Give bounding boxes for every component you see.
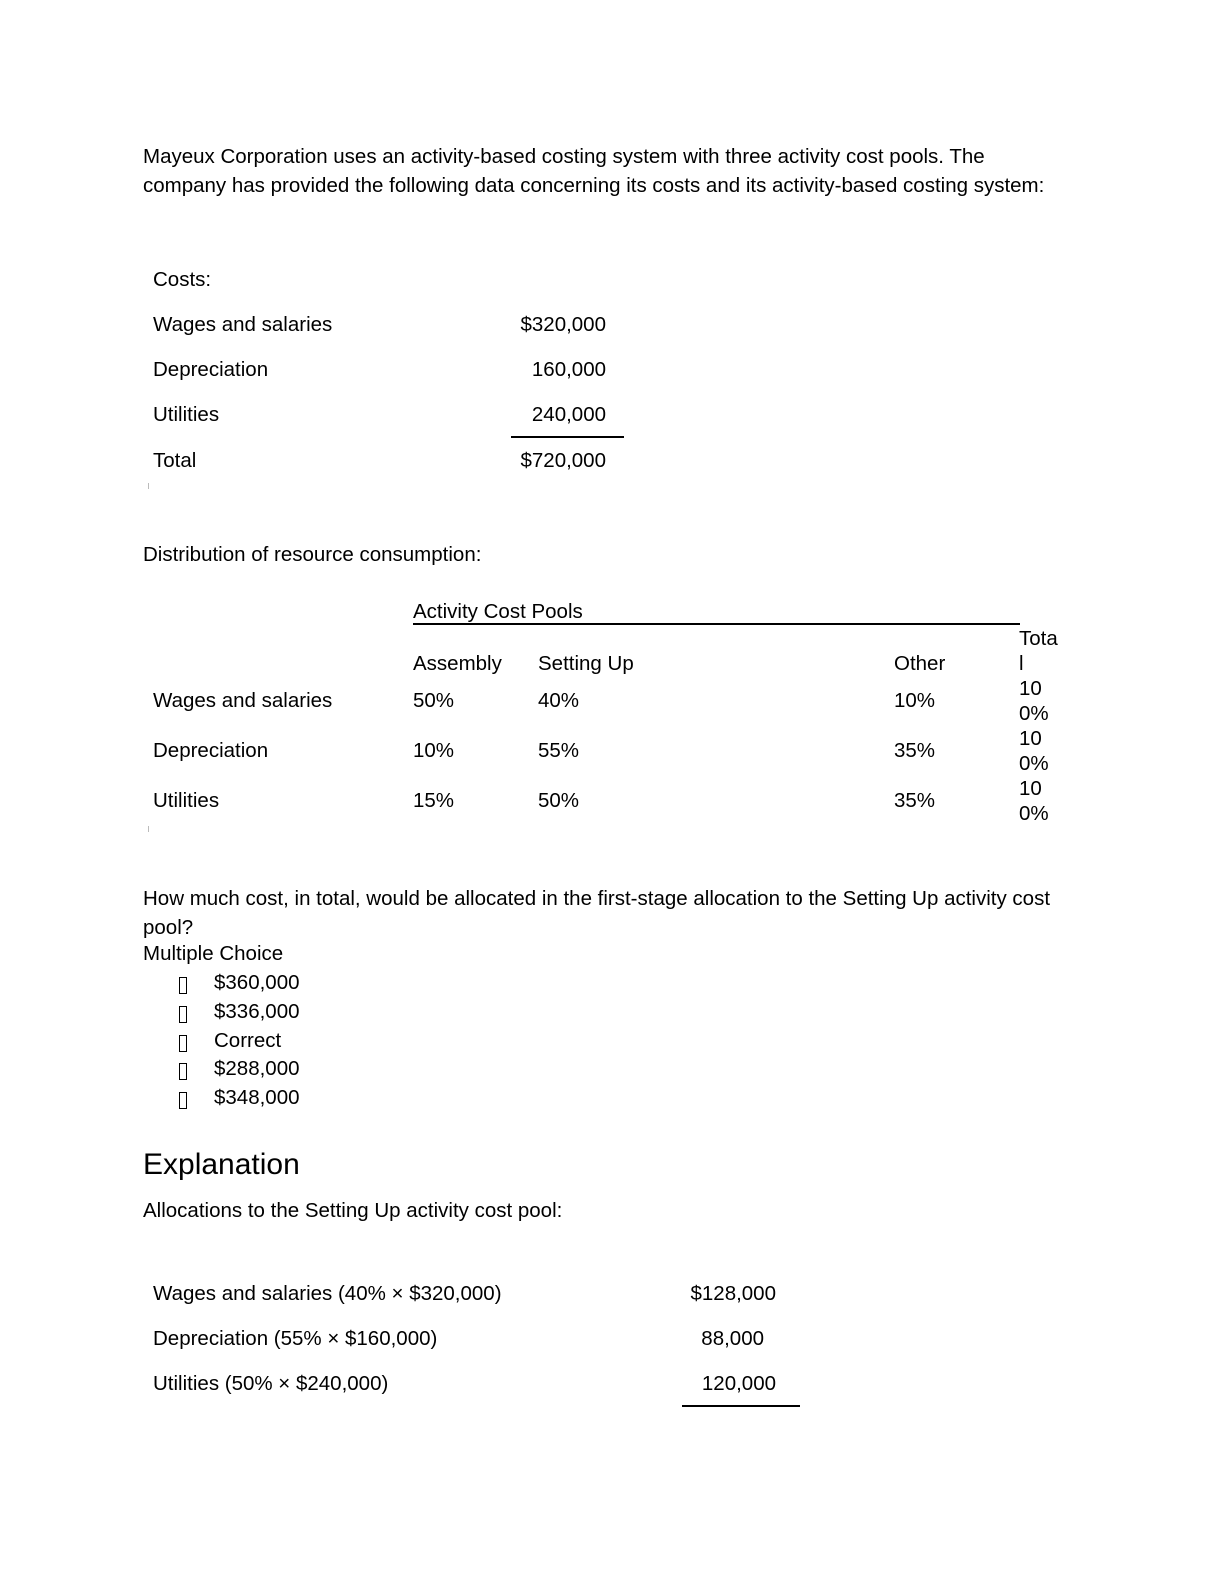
group-header-rule: [413, 623, 1020, 625]
total-value: $720,000: [520, 449, 606, 472]
radio-icon[interactable]: [179, 977, 187, 994]
allocation-total-rule: [682, 1405, 800, 1407]
allocation-label: Depreciation (55% × $160,000): [153, 1327, 438, 1350]
dist-cell: 40%: [538, 689, 580, 712]
allocation-label: Utilities (50% × $240,000): [153, 1372, 389, 1395]
choice-option[interactable]: $336,000: [214, 1000, 300, 1023]
dist-cell-total: 100%: [1019, 677, 1049, 725]
cost-value: $320,000: [520, 313, 606, 336]
intro-paragraph: Mayeux Corporation uses an activity-based costing system with three activity cost pools. The company has provided the following data concerning its costs and its activity-based costing system:: [143, 145, 1045, 197]
radio-icon[interactable]: [179, 1035, 187, 1052]
explanation-subtitle: Allocations to the Setting Up activity cost pool:: [143, 1199, 563, 1222]
cost-value: 160,000: [531, 358, 606, 381]
dist-cell: 50%: [413, 689, 455, 712]
dist-cell: 35%: [894, 789, 936, 812]
multiple-choice-label: Multiple Choice: [143, 942, 284, 965]
choice-option[interactable]: Correct: [214, 1029, 282, 1052]
dist-cell: 15%: [413, 789, 455, 812]
dist-cell-total: 100%: [1019, 727, 1049, 775]
dist-row-label: Wages and salaries: [153, 689, 333, 712]
dist-cell: 35%: [894, 739, 936, 762]
cost-label: Utilities: [153, 403, 220, 426]
col-header-setting-up: Setting Up: [538, 652, 634, 675]
dist-cell-total: 100%: [1019, 777, 1049, 825]
choice-option[interactable]: $360,000: [214, 971, 300, 994]
group-header: Activity Cost Pools: [413, 600, 583, 623]
costs-heading: Costs:: [153, 268, 212, 291]
allocation-value: 120,000: [701, 1372, 776, 1395]
dist-cell: 10%: [413, 739, 455, 762]
dist-cell: 55%: [538, 739, 580, 762]
choice-option[interactable]: $288,000: [214, 1057, 300, 1080]
total-rule: [511, 436, 624, 438]
cost-label: Wages and salaries: [153, 313, 333, 336]
allocation-value: 88,000: [701, 1327, 764, 1350]
radio-icon[interactable]: [179, 1006, 187, 1023]
explanation-title: Explanation: [143, 1148, 300, 1181]
dist-cell: 50%: [538, 789, 580, 812]
radio-icon[interactable]: [179, 1092, 187, 1109]
dist-row-label: Utilities: [153, 789, 220, 812]
allocation-label: Wages and salaries (40% × $320,000): [153, 1282, 502, 1305]
col-header-total: Total: [1019, 627, 1058, 675]
cost-value: 240,000: [531, 403, 606, 426]
cost-label: Depreciation: [153, 358, 269, 381]
col-header-assembly: Assembly: [413, 652, 502, 675]
radio-icon[interactable]: [179, 1063, 187, 1080]
dist-cell: 10%: [894, 689, 936, 712]
dist-row-label: Depreciation: [153, 739, 269, 762]
total-label: Total: [153, 449, 197, 472]
allocation-value: $128,000: [690, 1282, 776, 1305]
col-header-other: Other: [894, 652, 946, 675]
table-end-mark: [148, 826, 149, 832]
distribution-heading: Distribution of resource consumption:: [143, 543, 482, 566]
choice-option[interactable]: $348,000: [214, 1086, 300, 1109]
question-text: How much cost, in total, would be allocated in the first-stage allocation to the Setting Up activity cost pool?: [143, 887, 1051, 939]
table-end-mark: [148, 483, 149, 489]
